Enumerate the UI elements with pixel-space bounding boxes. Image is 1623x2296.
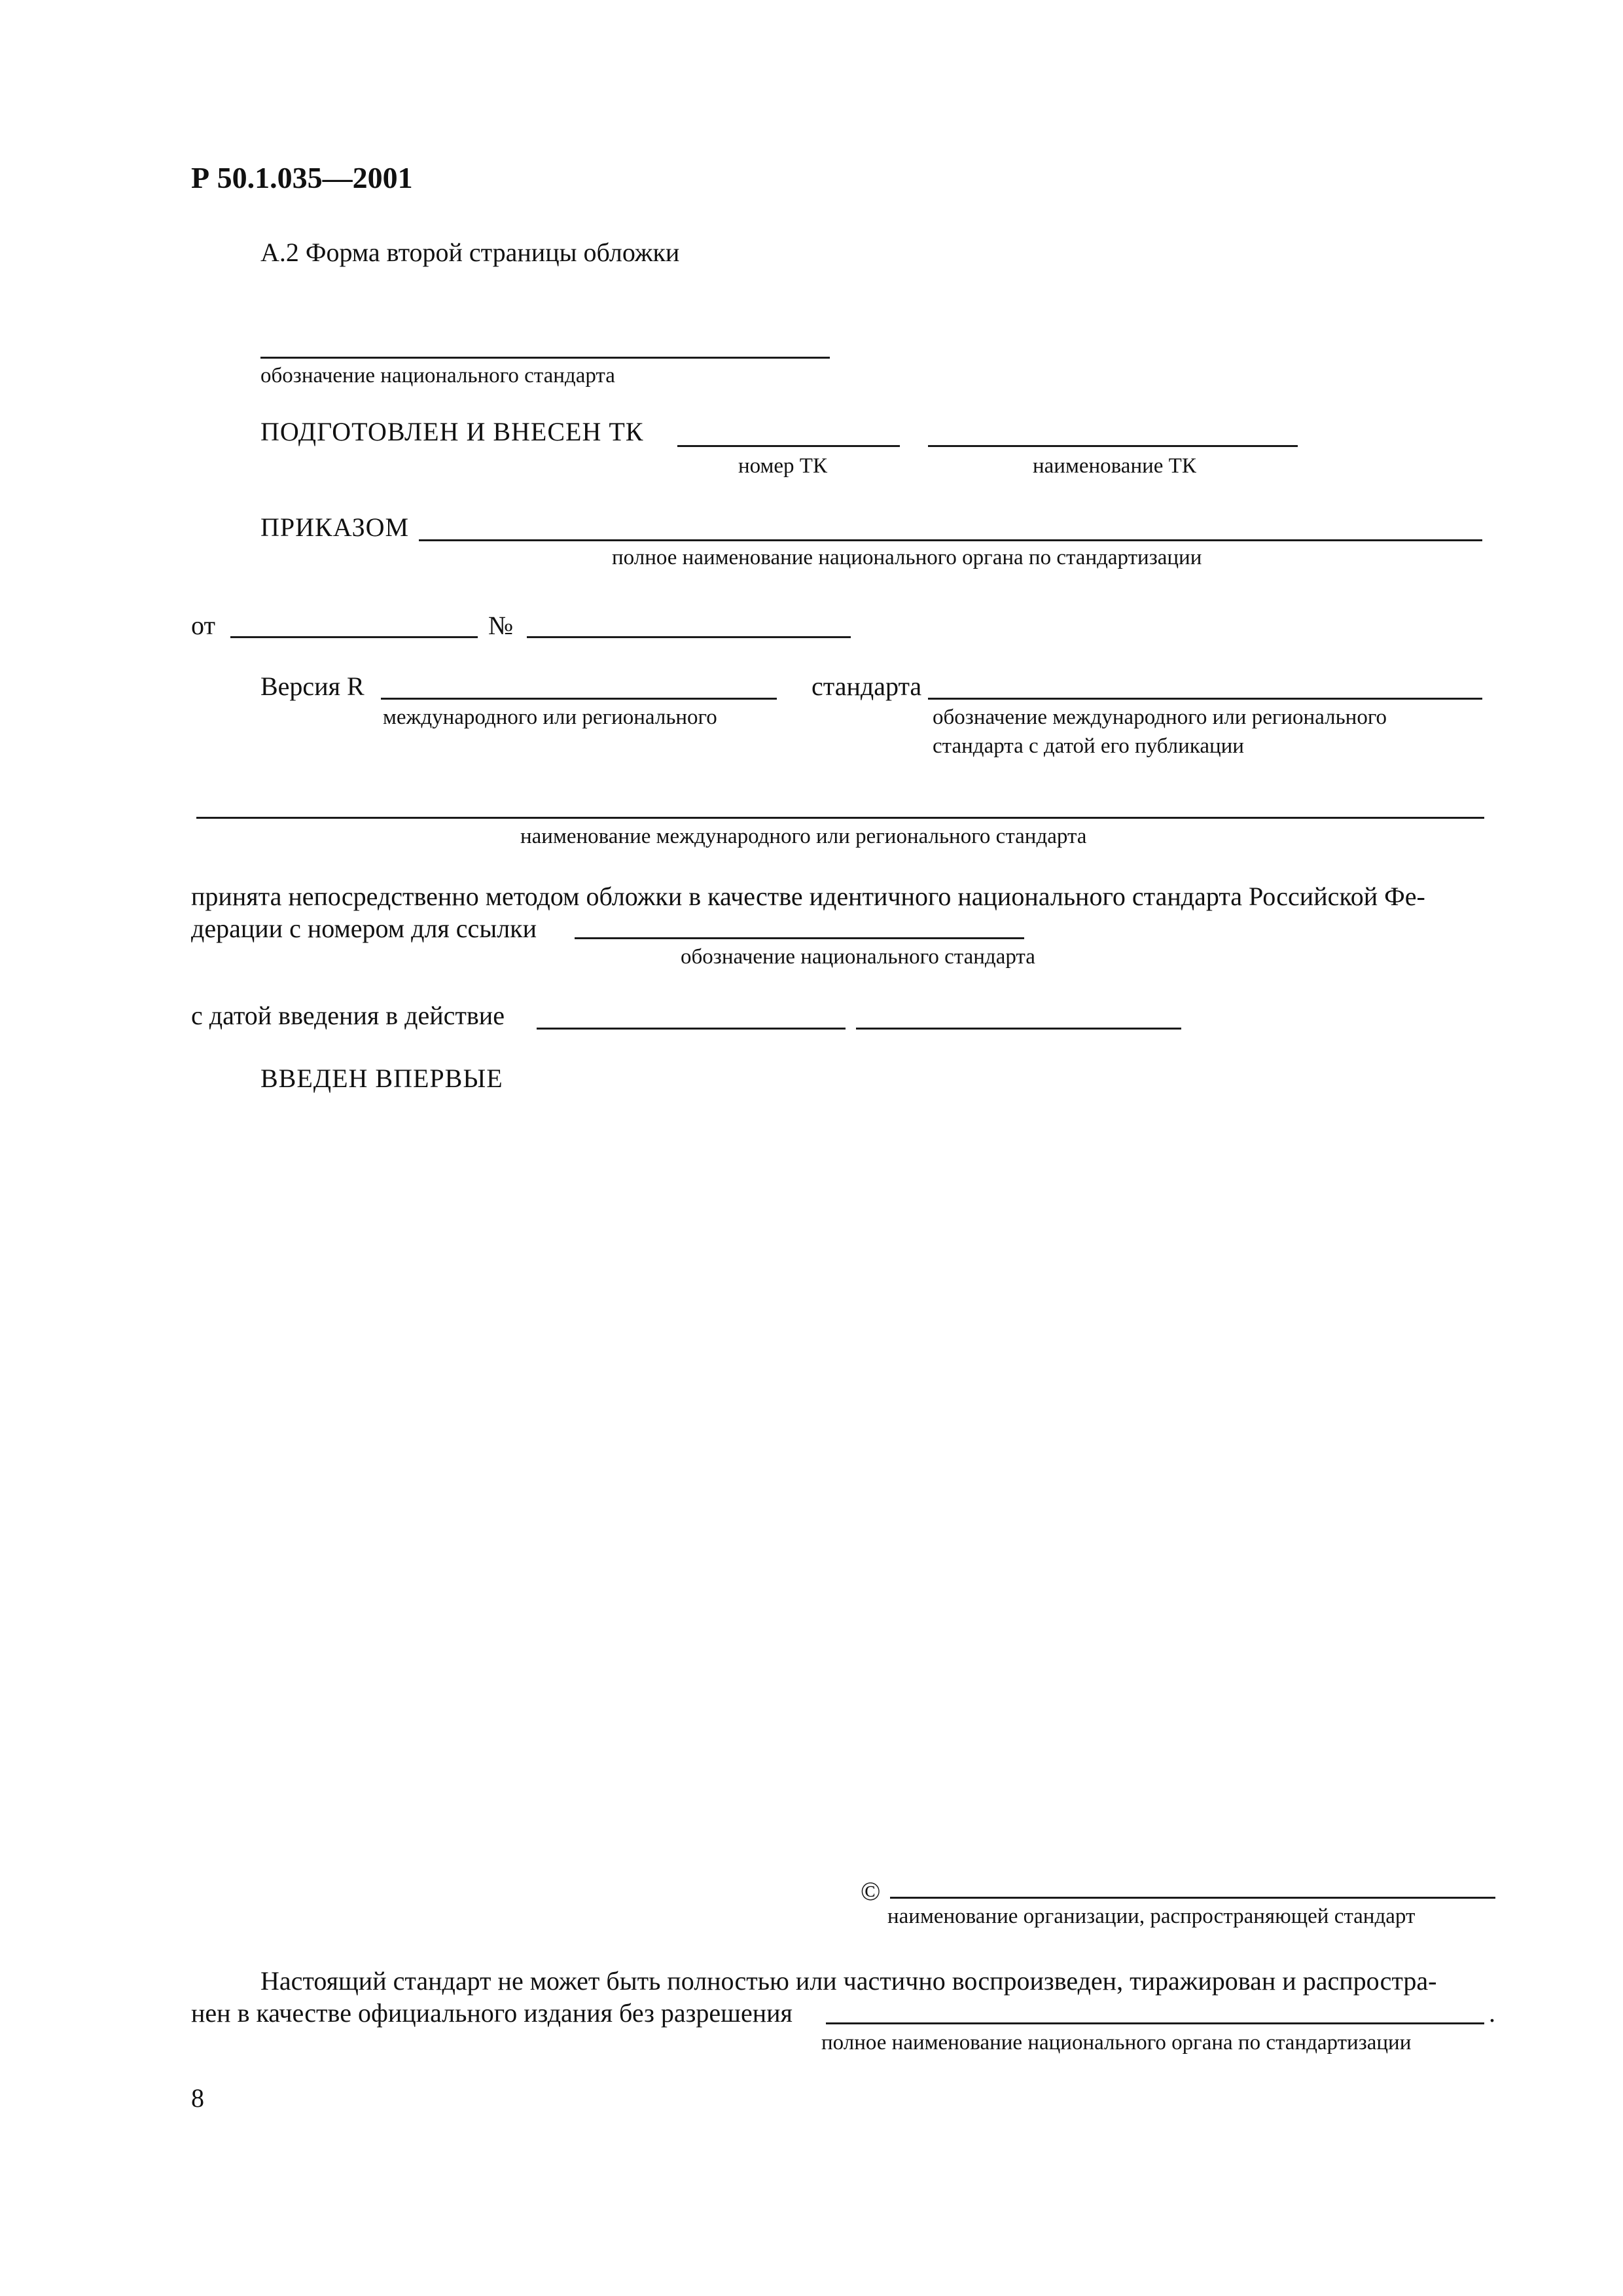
number-sign: №: [488, 611, 514, 640]
adopted-text-2: дерации с номером для ссылки: [191, 914, 537, 943]
standard-label: стандарта: [812, 672, 922, 701]
copyright-caption: наименование организации, распространяющей стандарт: [887, 1905, 1416, 1928]
designation-line: [260, 357, 830, 359]
order-label: ПРИКАЗОМ: [260, 512, 410, 542]
document-code: Р 50.1.035—2001: [191, 161, 413, 194]
prepared-label: ПОДГОТОВЛЕН И ВНЕСЕН ТК: [260, 417, 644, 446]
section-title: А.2 Форма второй страницы обложки: [260, 238, 680, 267]
effective-date-line-2: [856, 1028, 1181, 1030]
notice-text-2: нен в качестве официального издания без разрешения: [191, 1998, 793, 2028]
notice-period: .: [1489, 1998, 1495, 2028]
permission-line: [826, 2022, 1484, 2024]
order-number-line: [527, 636, 851, 638]
tk-name-line: [928, 445, 1298, 447]
effective-date-line-1: [537, 1028, 846, 1030]
reference-number-line: [575, 937, 1024, 939]
adopted-text-1: принята непосредственно методом обложки в качестве идентичного национального стандарта Российской Фе-: [191, 882, 1425, 911]
intl-designation-line: [928, 698, 1482, 700]
version-caption: международного или регионального: [383, 706, 717, 729]
order-line: [419, 539, 1482, 541]
date-line: [230, 636, 478, 638]
order-caption: полное наименование национального органа по стандартизации: [612, 546, 1202, 569]
effective-label: с датой введения в действие: [191, 1001, 505, 1030]
tk-number-caption: номер ТК: [738, 454, 827, 478]
designation-caption: обозначение национального стандарта: [260, 364, 615, 387]
version-line: [381, 698, 777, 700]
copyright-line: [890, 1897, 1495, 1899]
first-introduced: ВВЕДЕН ВПЕРВЫЕ: [260, 1064, 503, 1093]
copyright-symbol: ©: [861, 1876, 881, 1906]
intl-name-caption: наименование международного или регионального стандарта: [520, 825, 1087, 848]
notice-text-1: Настоящий стандарт не может быть полностью или частично воспроизведен, тиражирован и распростра-: [260, 1966, 1437, 1996]
tk-number-line: [677, 445, 900, 447]
reference-caption: обозначение национального стандарта: [681, 945, 1035, 969]
intl-designation-caption-2: стандарта с датой его публикации: [933, 734, 1244, 758]
page-number: 8: [191, 2083, 204, 2113]
intl-designation-caption-1: обозначение международного или регионального: [933, 706, 1387, 729]
version-label: Версия R: [260, 672, 365, 701]
from-label: от: [191, 611, 215, 640]
intl-name-line: [196, 817, 1484, 819]
permission-caption: полное наименование национального органа по стандартизации: [821, 2031, 1412, 2054]
tk-name-caption: наименование ТК: [1033, 454, 1196, 478]
